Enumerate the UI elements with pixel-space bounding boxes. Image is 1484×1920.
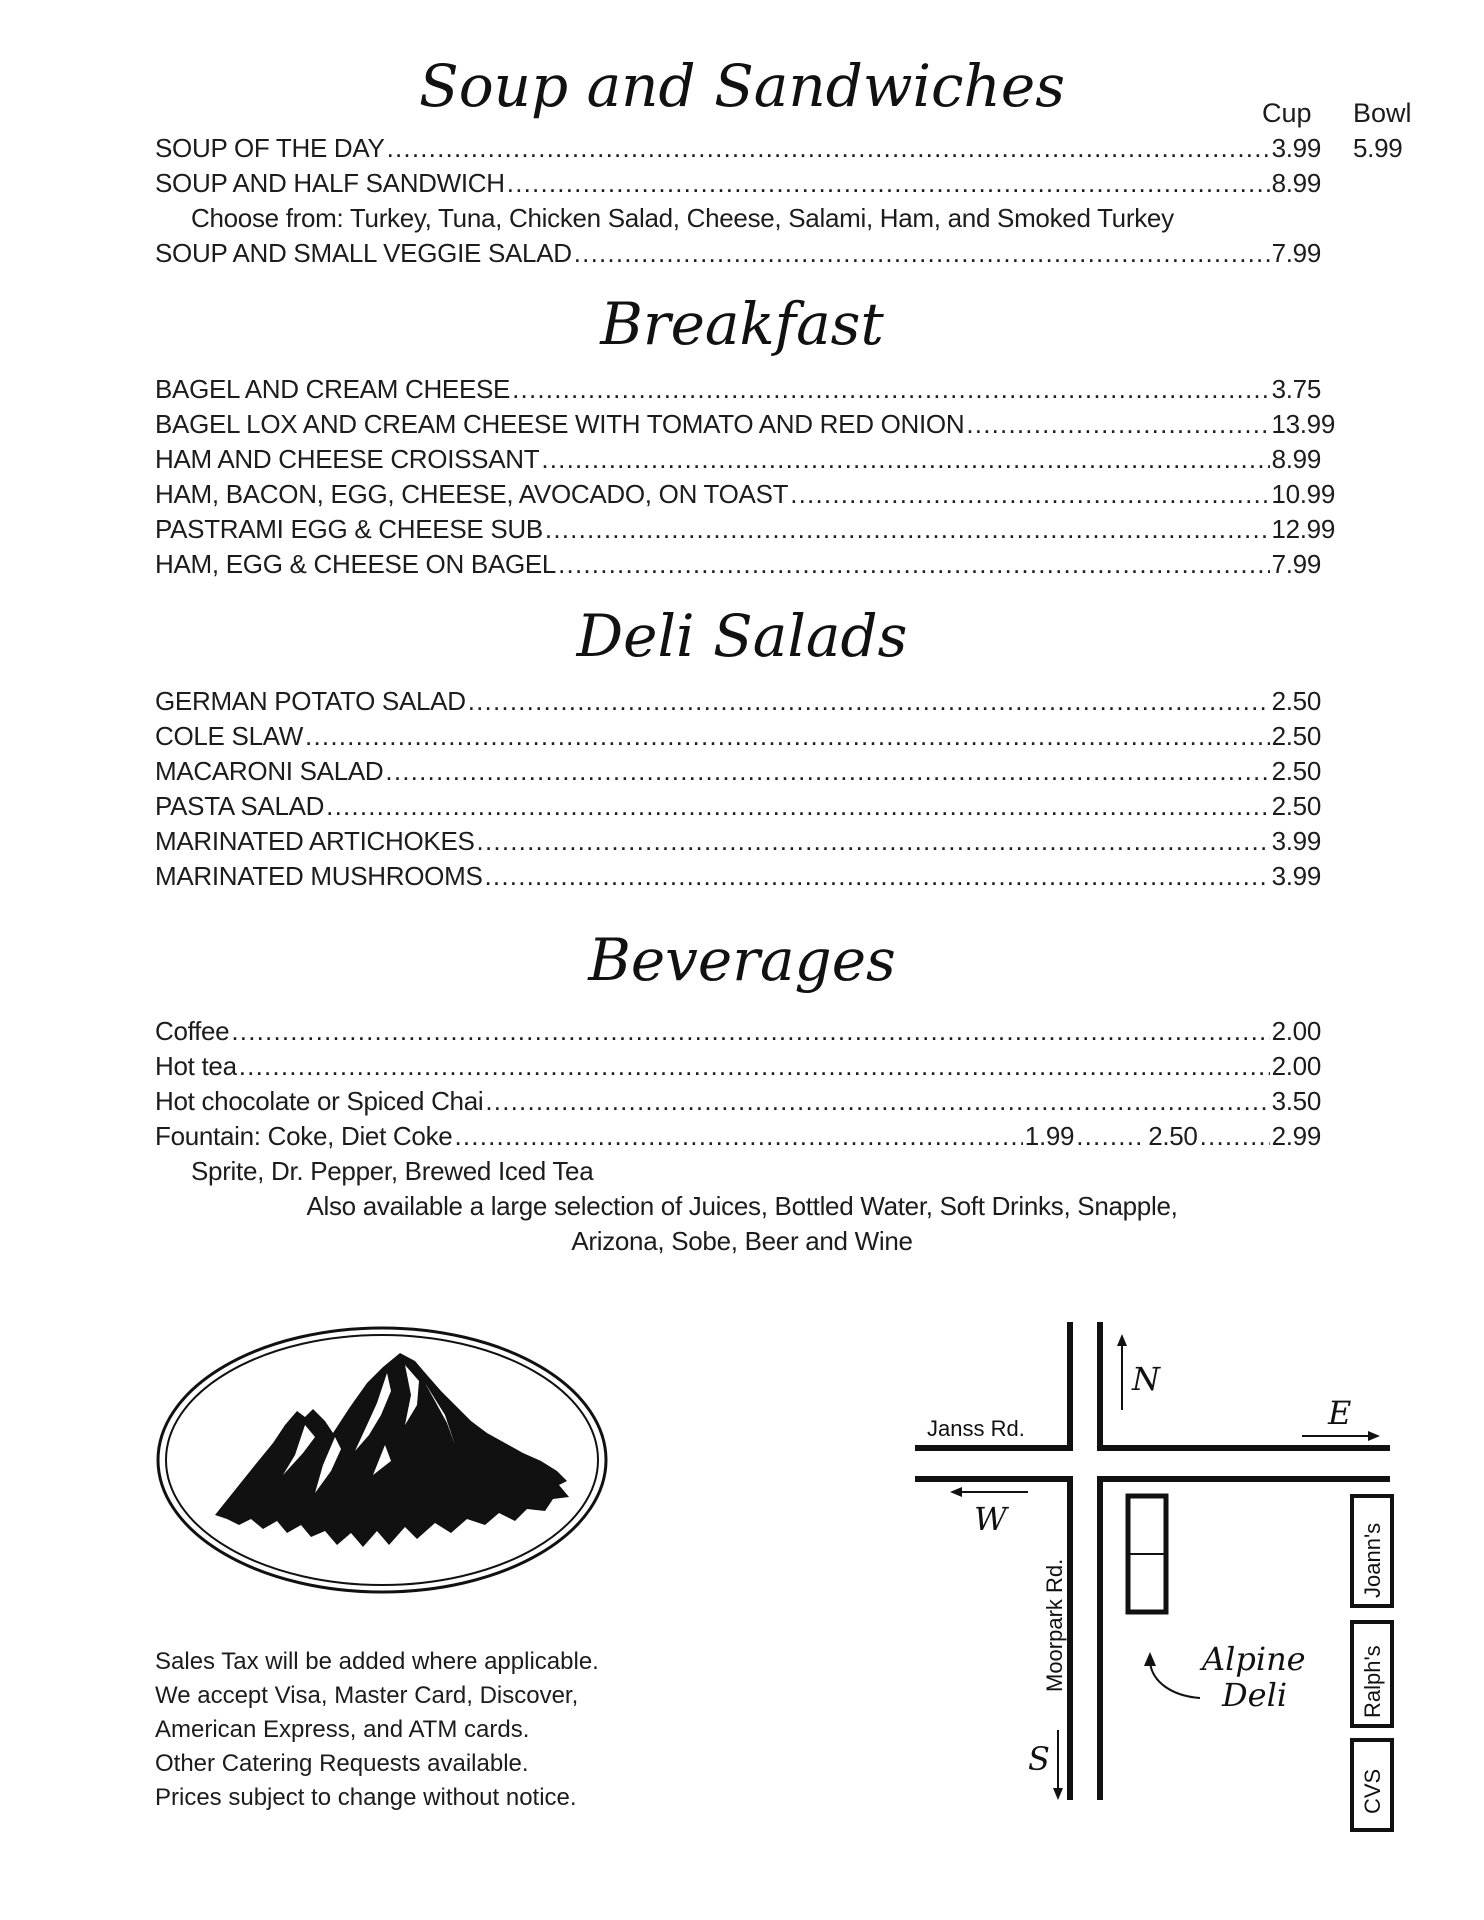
menu-item-fountain — [155, 1119, 1321, 1153]
moorpark-rd-label: Moorpark Rd. — [1042, 1558, 1067, 1692]
menu-item — [155, 236, 1321, 270]
menu-item — [155, 1014, 1321, 1048]
item-name: Fountain: Coke, Diet Coke — [155, 1121, 453, 1151]
dot-leader — [454, 1119, 1022, 1153]
dot-leader — [305, 719, 1270, 753]
item-name: SOUP OF THE DAY — [155, 133, 385, 163]
item-price: 2.50 — [1271, 791, 1321, 821]
item-name: BAGEL LOX AND CREAM CHEESE WITH TOMATO AND RED ONION — [155, 409, 965, 439]
item-name: SOUP AND HALF SANDWICH — [155, 168, 505, 198]
item-name: PASTRAMI EGG & CHEESE SUB — [155, 514, 543, 544]
dot-leader — [966, 407, 1269, 441]
north-label: N — [1132, 1360, 1160, 1398]
dot-leader — [1076, 1119, 1146, 1153]
dot-leader — [790, 477, 1269, 511]
item-price-bowl: 5.99 — [1353, 133, 1403, 163]
menu-item — [155, 442, 1321, 476]
item-name: SOUP AND SMALL VEGGIE SALAD — [155, 238, 572, 268]
item-name: MACARONI SALAD — [155, 756, 384, 786]
menu-item — [155, 512, 1335, 546]
item-name: COLE SLAW — [155, 721, 304, 751]
deli-label: Deli — [1222, 1676, 1288, 1714]
item-price: 13.99 — [1271, 409, 1335, 439]
menu-item — [155, 1084, 1321, 1118]
column-header-cup: Cup — [1262, 98, 1312, 128]
item-price: 8.99 — [1271, 168, 1321, 198]
item-price: 3.50 — [1271, 1086, 1321, 1116]
item-price: 7.99 — [1271, 238, 1321, 268]
menu-item — [155, 824, 1321, 858]
dot-leader — [507, 166, 1270, 200]
item-price: 2.00 — [1271, 1051, 1321, 1081]
choose-note: Choose from: Turkey, Tuna, Chicken Salad, Cheese, Salami, Ham, and Smoked Turkey — [191, 203, 1174, 233]
footer-line: We accept Visa, Master Card, Discover, — [155, 1682, 579, 1709]
item-name: Coffee — [155, 1016, 230, 1046]
east-label: E — [1328, 1394, 1352, 1432]
dot-leader — [485, 859, 1270, 893]
dot-leader — [545, 512, 1270, 546]
item-price: 3.99 — [1271, 861, 1321, 891]
west-label: W — [974, 1500, 1007, 1538]
menu-item — [155, 754, 1321, 788]
item-price: 2.50 — [1271, 756, 1321, 786]
item-price-small: 1.99 — [1024, 1121, 1075, 1151]
dot-leader — [231, 1014, 1269, 1048]
also-available-line-1: Also available a large selection of Juices, Bottled Water, Soft Drinks, Snapple, — [306, 1191, 1178, 1221]
janss-rd-label: Janss Rd. — [927, 1416, 1025, 1441]
item-name: Hot tea — [155, 1051, 237, 1081]
item-name: HAM, EGG & CHEESE ON BAGEL — [155, 549, 557, 579]
item-price: 2.50 — [1271, 686, 1321, 716]
footer-line: American Express, and ATM cards. — [155, 1716, 530, 1743]
menu-item — [155, 719, 1321, 753]
item-price-large: 2.99 — [1271, 1121, 1321, 1151]
dot-leader — [477, 824, 1270, 858]
menu-item — [155, 131, 1321, 165]
section-title-beverages: Beverages — [588, 926, 896, 994]
item-price: 8.99 — [1271, 444, 1321, 474]
dot-leader — [574, 236, 1270, 270]
store-joanns-label: Joann's — [1360, 1522, 1385, 1598]
location-map — [910, 1320, 1400, 1840]
footer-line: Sales Tax will be added where applicable. — [155, 1648, 599, 1675]
menu-item — [155, 477, 1335, 511]
alpine-label: Alpine — [1202, 1640, 1306, 1678]
item-price: 7.99 — [1271, 549, 1321, 579]
item-name: HAM AND CHEESE CROISSANT — [155, 444, 540, 474]
store-cvs-label: CVS — [1360, 1768, 1385, 1814]
footer-line: Other Catering Requests available. — [155, 1750, 529, 1777]
menu-item — [155, 407, 1335, 441]
item-price: 2.50 — [1271, 721, 1321, 751]
item-price: 3.75 — [1271, 374, 1321, 404]
store-ralphs-label: Ralph's — [1360, 1645, 1385, 1718]
fountain-more-note: Sprite, Dr. Pepper, Brewed Iced Tea — [191, 1156, 594, 1186]
item-price: 10.99 — [1271, 479, 1335, 509]
item-price: 12.99 — [1271, 514, 1335, 544]
menu-item — [155, 372, 1321, 406]
section-title-soup: Soup and Sandwiches — [419, 52, 1065, 120]
column-header-bowl: Bowl — [1353, 98, 1412, 128]
section-title-breakfast: Breakfast — [600, 290, 884, 358]
item-name: HAM, BACON, EGG, CHEESE, AVOCADO, ON TOAST — [155, 479, 789, 509]
dot-leader — [385, 754, 1269, 788]
menu-item — [155, 789, 1321, 823]
dot-leader — [387, 131, 1270, 165]
item-name: Hot chocolate or Spiced Chai — [155, 1086, 484, 1116]
item-price: 2.00 — [1271, 1016, 1321, 1046]
menu-item — [155, 547, 1321, 581]
dot-leader — [558, 547, 1270, 581]
item-name: MARINATED MUSHROOMS — [155, 861, 483, 891]
menu-item — [155, 1049, 1321, 1083]
menu-item — [155, 684, 1321, 718]
deli-pointer-icon — [1150, 1662, 1200, 1698]
item-name: MARINATED ARTICHOKES — [155, 826, 475, 856]
item-price: 3.99 — [1271, 826, 1321, 856]
dot-leader — [485, 1084, 1269, 1118]
item-price: 3.99 — [1271, 133, 1321, 163]
item-name: PASTA SALAD — [155, 791, 325, 821]
west-arrow-head-icon — [950, 1487, 962, 1497]
footer-notes — [155, 1645, 715, 1815]
item-price-medium: 2.50 — [1148, 1121, 1198, 1151]
deli-pointer-head-icon — [1144, 1652, 1156, 1666]
footer-line: Prices subject to change without notice. — [155, 1784, 577, 1811]
item-name: GERMAN POTATO SALAD — [155, 686, 466, 716]
dot-leader — [468, 684, 1270, 718]
south-arrow-head-icon — [1053, 1788, 1063, 1800]
east-arrow-head-icon — [1368, 1431, 1380, 1441]
dot-leader — [1200, 1119, 1270, 1153]
menu-item — [155, 859, 1321, 893]
item-name: BAGEL AND CREAM CHEESE — [155, 374, 511, 404]
south-label: S — [1028, 1740, 1050, 1778]
dot-leader — [239, 1049, 1270, 1083]
section-title-deli-salads: Deli Salads — [576, 602, 908, 670]
menu-item — [155, 166, 1321, 200]
dot-leader — [326, 789, 1269, 823]
also-available-line-2: Arizona, Sobe, Beer and Wine — [571, 1226, 913, 1256]
mountain-logo-icon — [155, 1325, 610, 1595]
north-arrow-head-icon — [1117, 1334, 1127, 1346]
dot-leader — [512, 372, 1270, 406]
dot-leader — [541, 442, 1269, 476]
